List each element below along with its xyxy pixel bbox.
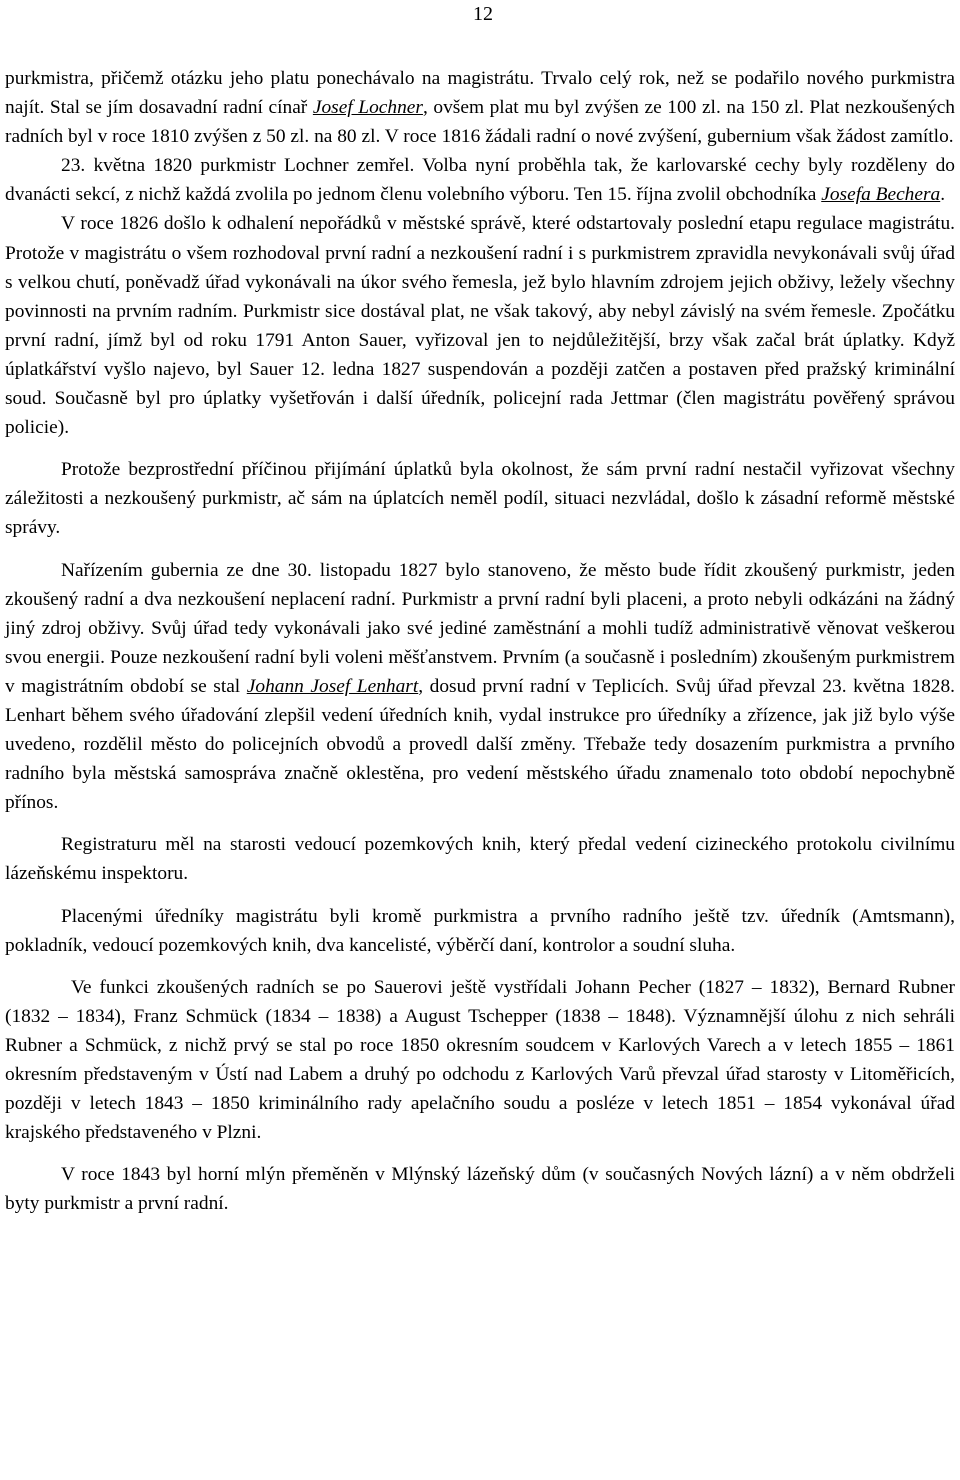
person-link-josefa-bechera: Josefa Bechera (821, 184, 941, 206)
paragraph-1-text: purkmistra, přičemž otázku jeho platu ponechávalo na magistrátu. Trvalo celý rok, než se podařilo nového purkmistra najít. Stal se jím dosavadní radní cínař (5, 68, 955, 119)
paragraph-9: V roce 1843 byl horní mlýn přeměněn v Mlýnský lázeňský dům (v současných Nových lázní) a v něm obdrželi byty purkmistr a první radní. (5, 1164, 955, 1215)
paragraph-5-text: Nařízením gubernia ze dne 30. listopadu 1827 bylo stanoveno, že město bude řídit zkoušený purkmistr, jeden zkoušený radní a dva nezkoušení neplacení radní. Purkmistr a první radní byli placeni, a proto nebyli odkázáni na žádný jiný zdroj obživy. Svůj úřad tedy vykonávali jako své jediné zaměstnání a mohli tudíž administrativě věnovat veškerou svou energii. Pouze nezkoušení radní byli voleni měšťanstvem. Prvním (a současně i posledním) zkoušeným purkmistrem v magistrátním období se stal (5, 559, 955, 697)
paragraph-3: V roce 1826 došlo k odhalení nepořádků v městské správě, které odstartovaly poslední etapu regulace magistrátu. Protože v magistrátu o všem rozhodoval první radní a nezkoušení radní i s purkmistrem zpravidla nevykonávali svůj úřad s velkou chutí, poněvadž úřad vykonávali na úkor svého řemesla, jež bylo hlavním zdrojem jejich obživy, ležely všechny povinnosti na prvním radním. Purkmistr sice dostával plat, ne však takový, aby nebyl závislý na svém řemesle. Zpočátku první radní, jímž byl od roku 1791 Anton Sauer, vyřizoval jen to nejdůležitější, brzy však začal brát úplatky. Když úplatkářství vyšlo najevo, byl Sauer 12. ledna 1827 suspendován a později zatčen a postaven před pražský kriminální soud. Současně byl pro úplatky vyšetřován i další úředník, policejní rada Jettmar (člen magistrátu pověřený správou policie). (5, 213, 955, 439)
paragraph-5 (5, 556, 955, 818)
paragraph-1-text-end: , ovšem plat mu byl zvýšen ze 100 zl. na 150 zl. Plat nezkoušených radních byl v roce 1810 zvýšen z 50 zl. na 80 zl. V roce 1816 žádali radní o nové zvýšení, gubernium však žádost zamítlo. (5, 97, 955, 148)
paragraph-5-text-end: , dosud první radní v Teplicích. Svůj úřad převzal 23. května 1828. Lenhart během svého úřadování zlepšil vedení úředních knih, vydal instrukce pro úředníky a zřízence, jak již bylo výše uvedeno, rozdělil město do policejních obvodů a provedl další změny. Třebaže tedy dosazením purkmistra a prvního radního byla městská samospráva značně oklestěna, pro vedení městského úřadu znamenalo toto období nepochybně přínos. (5, 675, 956, 814)
paragraph-6: Registraturu měl na starosti vedoucí pozemkových knih, který předal vedení cizineckého protokolu civilnímu lázeňskému inspektoru. (5, 834, 955, 885)
page-number: 12 (473, 3, 493, 25)
person-link-johann-josef-lenhart: Johann Josef Lenhart (246, 675, 419, 697)
paragraph-7: Placenými úředníky magistrátu byli kromě purkmistra a prvního radního ještě tzv. úředník (Amtsmann), pokladník, vedoucí pozemkových knih, dva kancelisté, výběrčí daní, kontrolor a soudní sluha. (5, 905, 955, 956)
paragraph-2-text-end: . (940, 184, 946, 206)
paragraph-1 (5, 64, 955, 151)
paragraph-2-text: 23. května 1820 purkmistr Lochner zemřel. Volba nyní proběhla tak, že karlovarské cechy byly rozděleny do dvanácti sekcí, z nichž každá zvolila po jednom členu volebního výboru. Ten 15. října zvolil obchodníka (5, 155, 955, 206)
paragraph-4: Protože bezprostřední příčinou přijímání úplatků byla okolnost, že sám první radní nestačil vyřizovat všechny záležitosti a nezkoušený purkmistr, ač sám na úplatcích neměl podíl, situaci nezvládal, došlo k zásadní reformě městské správy. (5, 459, 955, 539)
paragraph-8: Ve funkci zkoušených radních se po Sauerovi ještě vystřídali Johann Pecher (1827 – 1832), Bernard Rubner (1832 – 1834), Franz Schmück (1834 – 1838) a August Tschepper (1838 – 1848). Významnější úlohu z nich sehráli Rubner a Schmück, z nichž prvý se stal po roce 1850 okresním soudcem v Karlových Varech a v letech 1855 – 1861 okresním představeným v Ústí nad Labem a druhý po odchodu z Karlových Varů převzal úřad starosty v Litoměřicích, později v letech 1843 – 1850 kriminálního rady apelačního soudu a posléze v letech 1851 – 1854 vykonával úřad krajského představeného v Plzni. (5, 976, 955, 1144)
paragraph-2 (5, 151, 955, 209)
document-body (5, 64, 955, 1231)
person-link-josef-lochner: Josef Lochner (312, 97, 423, 119)
